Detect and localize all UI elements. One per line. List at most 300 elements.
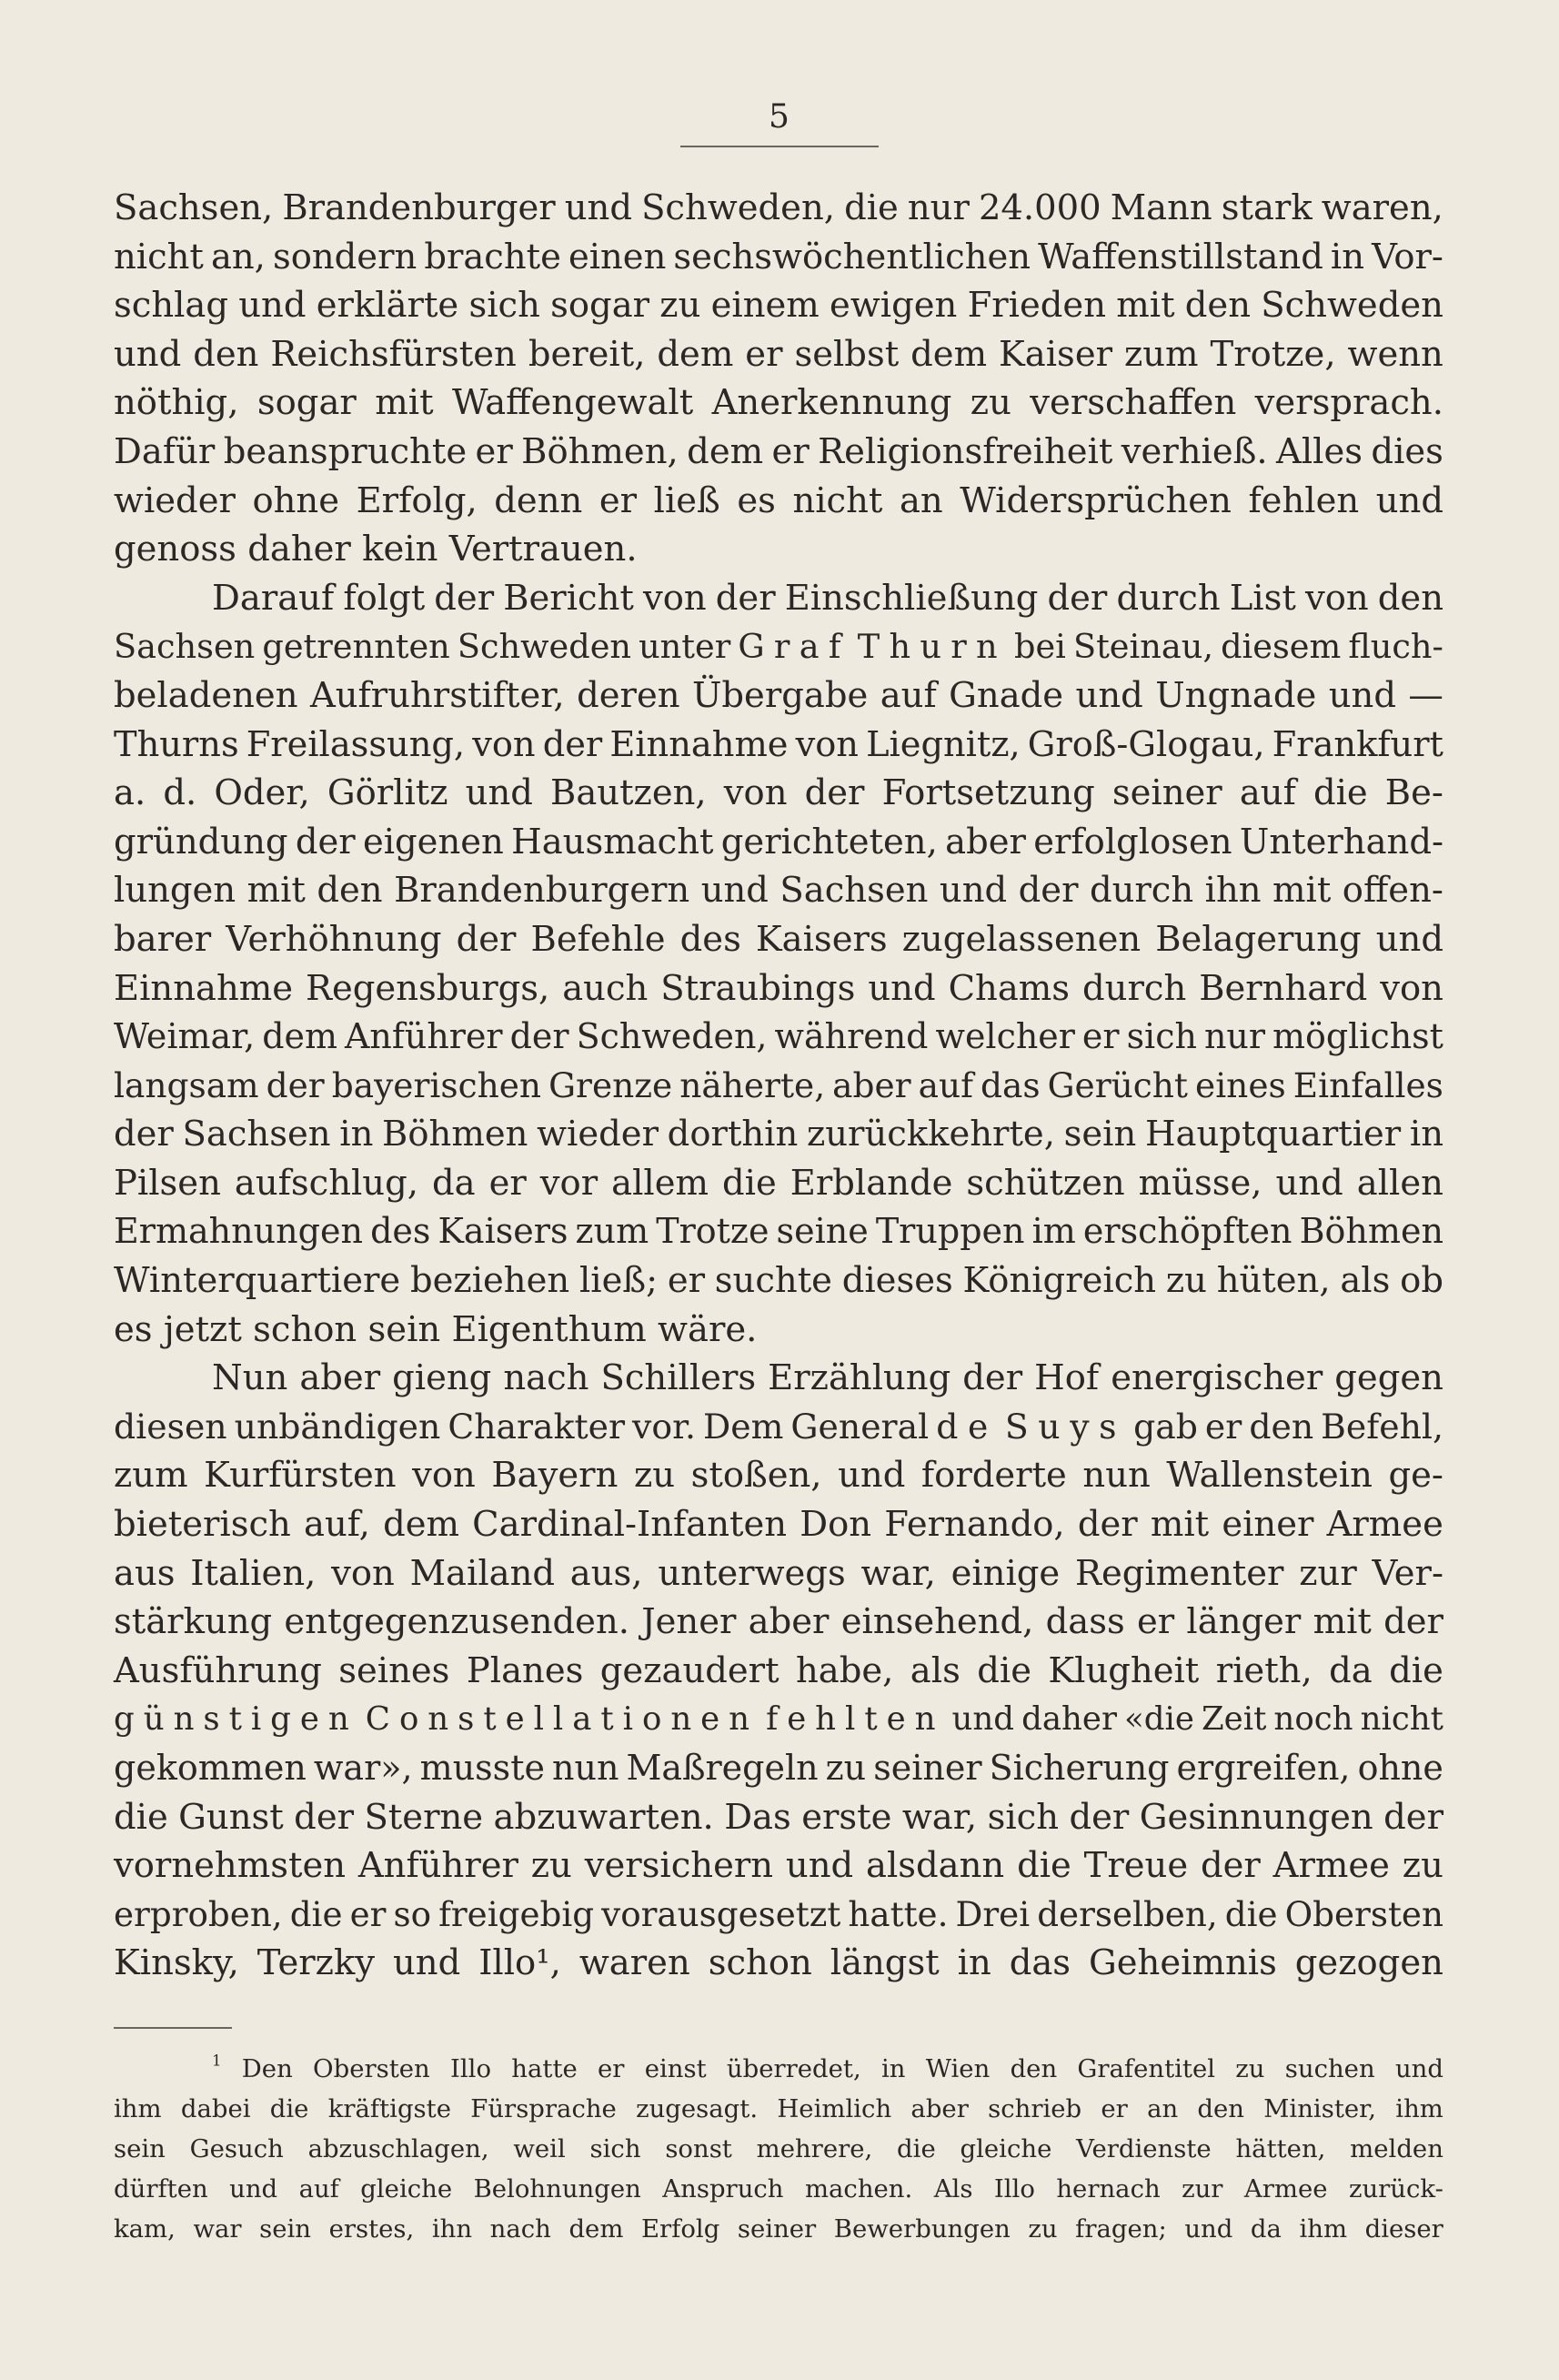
word: Vor-: [1372, 236, 1443, 277]
word: hätten,: [1235, 2134, 1326, 2163]
word: Befehle: [530, 918, 666, 960]
word: 24.000: [978, 187, 1101, 228]
word: General: [790, 1406, 930, 1447]
word: der: [1383, 1601, 1443, 1643]
word: kein: [362, 529, 438, 570]
word: und: [564, 187, 632, 228]
word: er: [349, 1893, 387, 1934]
word: Anerkennung: [711, 382, 952, 424]
text-line: [114, 1013, 1443, 1062]
footnote-rule: [114, 2027, 232, 2029]
word: Fürsprache: [470, 2094, 617, 2123]
text-line: [114, 1793, 1443, 1842]
word: daher: [1021, 1700, 1117, 1739]
word: er: [771, 430, 810, 472]
word: unter: [639, 627, 731, 667]
word: nöthig,: [114, 382, 239, 424]
word: ließ;: [578, 1260, 659, 1302]
word: er: [475, 430, 513, 472]
word: Schweden: [457, 627, 632, 667]
word: im: [1031, 1211, 1076, 1252]
word: Trotze,: [1210, 333, 1336, 375]
word: hernach: [1056, 2174, 1161, 2204]
word: müsse,: [1138, 1162, 1262, 1204]
word: nicht: [114, 236, 204, 277]
word: und: [1394, 2054, 1443, 2083]
word: während: [774, 1016, 929, 1057]
word: vor.: [632, 1406, 696, 1447]
word: beladenen: [114, 674, 298, 716]
word: Gnade: [949, 674, 1064, 716]
word: nicht: [1360, 1700, 1443, 1739]
word: dem: [262, 1016, 337, 1057]
word: Thurns: [114, 723, 239, 765]
word: der: [295, 821, 356, 862]
word: a.: [114, 772, 146, 814]
word: einen: [568, 236, 667, 277]
word: bei: [1014, 627, 1066, 667]
word: so: [393, 1893, 432, 1934]
word: zurückkehrte,: [806, 1114, 1055, 1155]
word: zu: [633, 1455, 676, 1497]
word: des: [679, 918, 741, 960]
word: —: [1408, 674, 1443, 716]
word: Bautzen,: [550, 772, 707, 814]
word: kam,: [114, 2214, 176, 2244]
word: einer: [1222, 1504, 1314, 1546]
page-number: 5: [769, 98, 790, 136]
word: Armee: [1272, 1845, 1390, 1887]
word: Kaiser: [999, 333, 1113, 375]
word: Den: [241, 2054, 293, 2083]
word: von: [1380, 967, 1443, 1009]
word: als: [910, 1649, 961, 1691]
word: selbst: [794, 333, 900, 375]
word: da: [1250, 2214, 1282, 2244]
word: Ungnade: [1155, 674, 1317, 716]
word: aber: [910, 2094, 969, 2123]
word: schrieb: [988, 2094, 1082, 2123]
word: nun: [552, 1748, 619, 1788]
word: Eigenthum: [451, 1308, 647, 1350]
word: er: [667, 1260, 706, 1302]
text-line: [114, 1110, 1443, 1159]
word: entgegenzusenden.: [284, 1601, 629, 1643]
word: und: [838, 1455, 906, 1497]
word: Charakter: [448, 1406, 625, 1447]
word: der: [804, 772, 865, 814]
footnote-line: [114, 2049, 1443, 2089]
text-line: [114, 378, 1443, 428]
word: Suys: [1004, 1406, 1127, 1447]
text-line: [114, 1647, 1443, 1696]
text-line: [114, 671, 1443, 721]
word: dem: [687, 430, 764, 472]
word: mit: [1272, 870, 1332, 912]
word: zur: [1182, 2174, 1223, 2204]
word: von: [642, 577, 707, 619]
word: Religionsfreiheit: [818, 430, 1113, 472]
word: nach: [503, 1357, 589, 1399]
word: den: [1010, 2054, 1058, 2083]
word: sein: [1063, 1114, 1137, 1155]
word: Oder,: [214, 772, 310, 814]
word: Illo: [993, 2174, 1035, 2204]
word: nach: [489, 2214, 551, 2244]
word: Groß-Glogau,: [1027, 723, 1265, 765]
word: aus,: [569, 1552, 643, 1594]
word: sich: [468, 285, 540, 327]
word: war»,: [313, 1748, 413, 1788]
word: beziehen: [409, 1260, 570, 1302]
word: Sicherung: [989, 1748, 1170, 1788]
word: Übergabe: [691, 674, 869, 716]
word: an: [1147, 2094, 1179, 2123]
word: mit: [375, 382, 434, 424]
word: Straubings: [660, 967, 856, 1009]
word: er: [488, 1162, 527, 1204]
word: Italien,: [190, 1552, 317, 1594]
word: Dem: [702, 1406, 784, 1447]
word: Schweden: [1261, 285, 1443, 327]
text-line: [114, 1549, 1443, 1598]
word: 1: [212, 2052, 222, 2070]
word: versprach.: [1254, 382, 1443, 424]
word: und: [229, 2174, 278, 2204]
word: sich: [1126, 1016, 1197, 1057]
text-line: [114, 1256, 1443, 1306]
word: sondern: [272, 236, 417, 277]
text-line: [114, 866, 1443, 915]
word: Steinau,: [1072, 627, 1214, 667]
word: der: [1069, 1796, 1130, 1838]
text-line: [114, 769, 1443, 818]
word: seiner: [1111, 772, 1222, 814]
word: noch: [1273, 1700, 1353, 1739]
word: Kurfürsten: [204, 1455, 397, 1497]
word: Dafür: [114, 430, 216, 472]
word: zu: [1235, 2054, 1265, 2083]
word: Görlitz: [327, 772, 448, 814]
word: gründung: [114, 821, 288, 862]
word: einsehend,: [840, 1601, 1034, 1643]
word: und: [1328, 674, 1396, 716]
word: machen.: [804, 2174, 913, 2204]
text-line: [114, 1207, 1443, 1256]
word: abzuschlagen,: [307, 2134, 489, 2163]
word: ihm: [1299, 2214, 1348, 2244]
word: waren: [578, 1942, 690, 1984]
word: Anführer: [345, 1016, 503, 1057]
word: die: [977, 1649, 1031, 1691]
word: Thurn: [857, 627, 1007, 667]
word: sich: [589, 2134, 641, 2163]
word: Bernhard: [1199, 967, 1368, 1009]
word: der: [114, 1114, 174, 1155]
word: unterwegs: [658, 1552, 846, 1594]
word: Weimar,: [114, 1016, 256, 1057]
word: eines: [1195, 1064, 1286, 1105]
word: «die: [1124, 1700, 1194, 1739]
word: Ermahnungen: [114, 1211, 363, 1252]
word: Böhmen: [382, 1114, 528, 1155]
word: beanspruchte: [223, 430, 468, 472]
word: Graf: [738, 627, 850, 667]
word: Das: [724, 1796, 791, 1838]
word: er: [1204, 1406, 1242, 1447]
text-line: [114, 964, 1443, 1014]
word: Verdienste: [1076, 2134, 1212, 2163]
word: es: [737, 479, 776, 521]
word: unbändigen: [234, 1406, 441, 1447]
word: offen-: [1342, 870, 1443, 912]
word: Einfalles: [1292, 1064, 1443, 1105]
word: deren: [577, 674, 680, 716]
word: und: [785, 1845, 854, 1887]
word: er: [1081, 1016, 1120, 1057]
word: mit: [1116, 285, 1175, 327]
word: ohne: [252, 479, 340, 521]
word: Erblande: [790, 1162, 953, 1204]
word: Anspruch: [662, 2174, 784, 2204]
word: zu: [1165, 1260, 1207, 1302]
word: ohne: [1357, 1748, 1443, 1788]
text-line: [114, 622, 1443, 671]
word: verschaffen: [1030, 382, 1237, 424]
word: Freilassung,: [246, 723, 466, 765]
word: gezaudert: [599, 1649, 780, 1691]
word: er: [598, 2054, 625, 2083]
word: längst: [830, 1942, 940, 1984]
word: Ver-: [1372, 1552, 1443, 1594]
word: fluch-: [1348, 627, 1443, 667]
word: und: [393, 1942, 461, 1984]
word: überredet,: [726, 2054, 861, 2083]
word: aus: [114, 1552, 176, 1594]
word: Böhmen: [1299, 1211, 1443, 1252]
word: zugelassenen: [901, 918, 1142, 960]
text-line: [114, 233, 1443, 282]
word: dem: [568, 2214, 624, 2244]
word: bayerischen: [331, 1064, 542, 1105]
word: dies: [1371, 430, 1443, 472]
word: Klugheit: [1048, 1649, 1200, 1691]
word: von: [331, 1552, 395, 1594]
word: Hauptquartier: [1144, 1114, 1402, 1155]
word: näherte,: [679, 1064, 826, 1105]
word: und: [1375, 918, 1443, 960]
word: und: [465, 772, 533, 814]
text-line: [114, 184, 1443, 233]
word: Schweden,: [641, 187, 835, 228]
word: dorthin: [667, 1114, 799, 1155]
word: den: [1377, 577, 1443, 619]
footnote-line: [114, 2129, 1443, 2169]
word: ob: [1400, 1260, 1443, 1302]
text-line: [114, 1451, 1443, 1500]
word: ihm: [114, 2094, 162, 2123]
word: einige: [950, 1552, 1061, 1594]
text-line: [114, 1354, 1443, 1403]
word: bieterisch: [114, 1504, 291, 1546]
word: daher: [247, 529, 351, 570]
text-line: [114, 525, 1443, 574]
word: der: [266, 1064, 325, 1105]
word: er: [598, 479, 638, 521]
word: da: [1329, 1649, 1373, 1691]
word: energischer: [1111, 1357, 1323, 1399]
header-rule: [680, 146, 879, 147]
word: Regensburgs,: [306, 967, 550, 1009]
word: Erfolg: [640, 2214, 720, 2244]
word: fragen;: [1075, 2214, 1167, 2244]
word: Kaisers: [438, 1211, 568, 1252]
word: den: [317, 870, 383, 912]
word: sein: [367, 1308, 441, 1350]
word: in: [1330, 236, 1365, 277]
word: gleiche: [360, 2174, 453, 2204]
text-line: [114, 1695, 1443, 1744]
word: und: [238, 285, 307, 327]
word: Grenze: [548, 1064, 673, 1105]
word: und: [1184, 2214, 1233, 2244]
word: Erfolg,: [356, 479, 478, 521]
word: der: [509, 1016, 569, 1057]
word: und: [939, 870, 1008, 912]
text-line: [114, 818, 1443, 867]
word: mehrere,: [756, 2134, 873, 2163]
word: barer: [114, 918, 212, 960]
word: einst: [644, 2054, 707, 2083]
word: vorausgesetzt: [601, 1893, 841, 1934]
word: Vertrauen.: [448, 529, 638, 570]
word: zu: [659, 285, 701, 327]
word: Darauf: [212, 577, 335, 619]
word: schützen: [966, 1162, 1125, 1204]
word: verhieß.: [1121, 430, 1268, 472]
word: und: [1075, 674, 1143, 716]
word: dem: [910, 333, 988, 375]
word: eigenen: [362, 821, 504, 862]
word: zu: [530, 1845, 572, 1887]
word: Gesinnungen: [1139, 1796, 1373, 1838]
word: Verhöhnung: [226, 918, 442, 960]
word: in: [1409, 1114, 1443, 1155]
word: seiner: [737, 2214, 817, 2244]
word: der: [962, 1357, 1023, 1399]
word: Armee: [1326, 1504, 1443, 1546]
word: Sachsen: [182, 1114, 331, 1155]
word: den: [193, 333, 259, 375]
text-line: [114, 477, 1443, 526]
word: und: [1375, 479, 1443, 521]
word: seiner: [873, 1748, 982, 1788]
text-line: [114, 1744, 1443, 1793]
word: erste: [801, 1796, 892, 1838]
text-line: [114, 915, 1443, 964]
word: derselben,: [1037, 1893, 1218, 1934]
word: die: [289, 1893, 343, 1934]
word: Grafentitel: [1077, 2054, 1216, 2083]
word: durch: [1116, 577, 1221, 619]
word: musste: [419, 1748, 545, 1788]
word: die: [1313, 772, 1368, 814]
word: schon: [253, 1308, 357, 1350]
word: Illo: [450, 2054, 492, 2083]
word: gekommen: [114, 1748, 307, 1788]
text-line: [114, 1891, 1443, 1940]
word: einem: [710, 285, 820, 327]
word: die: [1389, 1649, 1443, 1691]
word: der: [1047, 577, 1108, 619]
word: Erzählung: [768, 1357, 951, 1399]
word: ihn: [431, 2214, 473, 2244]
word: wäre.: [658, 1308, 758, 1350]
word: günstigen: [114, 1700, 358, 1739]
word: rieth,: [1215, 1649, 1313, 1691]
word: erschöpften: [1082, 1211, 1292, 1252]
word: Waffengewalt: [451, 382, 694, 424]
word: Einnahme: [609, 723, 789, 765]
text-line: [114, 1306, 1443, 1355]
text-line: [114, 1841, 1443, 1891]
word: das: [1009, 1942, 1071, 1984]
word: in: [339, 1114, 374, 1155]
word: Nun: [212, 1357, 288, 1399]
word: Kaisers: [755, 918, 888, 960]
word: vornehmsten: [114, 1845, 347, 1887]
word: stark: [1221, 187, 1313, 228]
word: die: [114, 1796, 168, 1838]
word: de: [936, 1406, 998, 1447]
text-line: [114, 1159, 1443, 1208]
word: als: [1340, 1260, 1391, 1302]
word: die: [1017, 1845, 1071, 1887]
word: schlag: [114, 285, 229, 327]
word: die: [844, 187, 899, 228]
word: und: [868, 967, 936, 1009]
word: ihm: [1395, 2094, 1443, 2123]
word: suchte: [714, 1260, 832, 1302]
word: Brandenburgern: [394, 870, 690, 912]
word: jetzt: [163, 1308, 242, 1350]
footnote-line: [114, 2209, 1443, 2249]
word: gerichteten,: [720, 821, 938, 862]
text-line: [114, 1598, 1443, 1647]
word: diesen: [114, 1406, 227, 1447]
word: sein: [259, 2214, 312, 2244]
word: auf,: [304, 1504, 370, 1546]
word: Belagerung: [1155, 918, 1362, 960]
word: Fortsetzung: [881, 772, 1095, 814]
word: von: [795, 723, 859, 765]
word: zu: [825, 1748, 867, 1788]
word: fehlten: [766, 1700, 945, 1739]
word: vor: [539, 1162, 598, 1204]
word: mit: [1313, 1601, 1372, 1643]
word: auf: [880, 674, 937, 716]
word: versichern: [584, 1845, 774, 1887]
word: weil: [513, 2134, 566, 2163]
word: Maßregeln: [626, 1748, 819, 1788]
footnotes: [114, 2049, 1443, 2249]
word: List: [1229, 577, 1296, 619]
word: Wallenstein: [1166, 1455, 1373, 1497]
text-line: [114, 428, 1443, 477]
word: da: [431, 1162, 476, 1204]
word: sechswöchentlichen: [673, 236, 1031, 277]
word: der: [456, 918, 517, 960]
